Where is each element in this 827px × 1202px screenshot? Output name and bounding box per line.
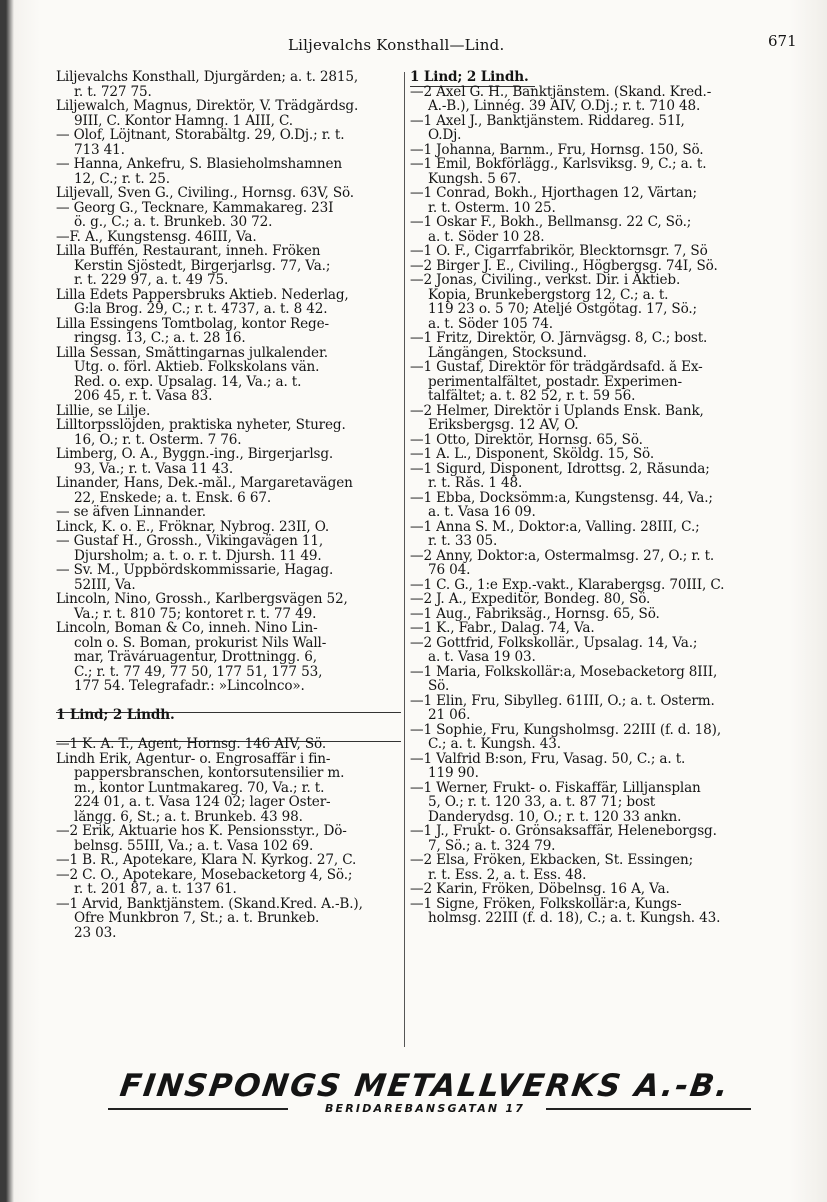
directory-entry-line: —2 Elsa, Fröken, Ekbacken, St. Essingen; [410, 853, 694, 868]
directory-entry-line: A.-B.), Linnég. 39 AIV, Ö.Dj.; r. t. 710 48. [428, 99, 701, 114]
directory-entry-line: — Hanna, Änkefru, S. Blasieholmshamnen [56, 157, 342, 172]
directory-entry-line: Liljevalchs Konsthall, Djurgården; a. t. 2815, [56, 70, 359, 85]
directory-entry-line: 12, C.; r. t. 25. [74, 171, 170, 186]
directory-entry-line: Limberg, O. A., Byggn.-ing., Birgerjarlsg. [56, 447, 334, 462]
directory-entry-line: 23 03. [74, 925, 117, 940]
directory-entry-line: —2 C. O., Apotekare, Mosebacketorg 4, Sö.; [56, 867, 353, 882]
directory-entry-line: a. t. Söder 105 74. [428, 316, 553, 331]
directory-entry-line: 93, Va.; r. t. Vasa 11 43. [74, 461, 233, 476]
directory-entry-line: Liljevall, Sven G., Civiling., Hornsg. 63V, Sö. [56, 186, 354, 201]
directory-entry-line: r. t. Ess. 2, a. t. Ess. 48. [428, 867, 587, 882]
directory-entry-line: —1 Maria, Folkskollär:a, Mosebacketorg 8III, [410, 664, 718, 679]
directory-entry-line: —1 Anna S. M., Doktor:a, Valling. 28III, C.; [410, 519, 700, 534]
directory-entry-line: a. t. Vasa 16 09. [428, 505, 536, 520]
directory-entry-line: Lilla Sessan, Småttingarnas julkalender. [56, 345, 328, 360]
directory-entry-line: Lindh Erik, Agentur- o. Engrosaffär i fin- [56, 751, 331, 766]
directory-entry-line: r. t. 33 05. [428, 534, 498, 549]
directory-entry-line: —2 Birger J. E., Civiling., Högbergsg. 74I, Sö. [410, 258, 718, 273]
directory-entry-line: Sö. [428, 679, 450, 694]
directory-entry-line: Djursholm; a. t. o. r. t. Djursh. 11 49. [74, 548, 322, 563]
directory-entry-line: —2 Axel G. H., Banktjänstem. (Skand. Kred.- [410, 84, 712, 99]
directory-entry-line: 21 06. [428, 708, 471, 723]
directory-entry-line: Öfre Munkbron 7, St.; a. t. Brunkeb. [74, 911, 320, 926]
directory-entry-line: 5, Ö.; r. t. 120 33, a. t. 87 71; bost [428, 795, 656, 810]
directory-entry-line: r. t. 727 75. [74, 84, 152, 99]
directory-entry-line: — Gustaf H., Grossh., Vikingavägen 11, [56, 534, 324, 549]
directory-entry-line: 9III, C. Kontor Hamng. 1 AIII, C. [74, 113, 293, 128]
directory-entry-line: långg. 6, St.; a. t. Brunkeb. 43 98. [74, 809, 303, 824]
directory-entry-line: —1 B. R., Apotekare, Klara N. Kyrkog. 27, C. [56, 853, 357, 868]
directory-entry-line: —1 A. L., Disponent, Sköldg. 15, Sö. [410, 447, 655, 462]
directory-entry-line: r. t. 229 97, a. t. 49 75. [74, 273, 229, 288]
directory-entry-line: Lilla Edets Pappersbruks Aktieb. Nederlag, [56, 287, 349, 302]
directory-entry-line: pappersbranschen, kontorsutensilier m. [74, 766, 345, 781]
directory-entry-line: Liljewalch, Magnus, Direktör, V. Trädgårdsg. [56, 99, 359, 114]
directory-entry-line: —1 Emil, Bokförlägg., Karlsviksg. 9, C.; a. t. [410, 157, 707, 172]
directory-entry-line: ringsg. 13, C.; a. t. 28 16. [74, 331, 246, 346]
directory-entry-line: Kopia, Brunkebergstorg 12, C.; a. t. [428, 287, 669, 302]
directory-entry-line: Eriksbergsg. 12 AV, Ö. [428, 418, 579, 433]
directory-entry-line: —2 Gottfrid, Folkskollär., Upsalag. 14, Va.; [410, 635, 698, 650]
directory-entry-line: Långängen, Stocksund. [428, 345, 587, 360]
directory-entry-line: Red. o. exp. Upsalag. 14, Va.; a. t. [74, 374, 302, 389]
directory-entry-line: —1 Otto, Direktör, Hornsg. 65, Sö. [410, 432, 643, 447]
directory-entry-line: mar, Träváruagentur, Drottningg. 6, [74, 650, 317, 665]
directory-entry-line: —1 O. F., Cigarrfabrikör, Blecktornsgr. 7, Sö [410, 244, 708, 259]
directory-entry-line: 177 54. Telegrafadr.: »Lincolnco». [74, 679, 305, 694]
directory-entry-line: —1 K., Fabr., Dalag. 74, Va. [410, 621, 595, 636]
running-title: Liljevalchs Konsthall—Lind. [288, 36, 505, 54]
directory-entry-line: belnsg. 55III, Va.; a. t. Vasa 102 69. [74, 838, 314, 853]
directory-entry-line: Lilltorpsslöjden, praktiska nyheter, Stureg. [56, 418, 346, 433]
directory-entry-line: Lilla Buffén, Restaurant, inneh. Fröken [56, 244, 321, 259]
directory-entry-line: Danderydsg. 10, Ö.; r. t. 120 33 ankn. [428, 809, 682, 824]
directory-entry-line: —2 Anny, Doktor:a, Östermalmsg. 27, Ö.; r. t. [410, 548, 715, 563]
directory-entry-line: —1 J., Frukt- o. Grönsaksaffär, Heleneborgsg. [410, 824, 717, 839]
directory-entry-line: 16, Ö.; r. t. Österm. 7 76. [74, 432, 242, 447]
directory-entry-line: Kungsh. 5 67. [428, 171, 522, 186]
directory-entry-line: a. t. Söder 10 28. [428, 229, 545, 244]
directory-entry-line: 52III, Va. [74, 577, 136, 592]
directory-entry-line: —1 Arvid, Banktjänstem. (Skand.Kred. A.-B.), [56, 896, 363, 911]
advertisement [90, 1068, 760, 1115]
directory-entry-line: —1 K. A. T., Agent, Hornsg. 146 AIV, Sö. [56, 737, 327, 752]
directory-entry-line: G:la Brog. 29, C.; r. t. 4737, a. t. 8 42. [74, 302, 328, 317]
directory-entry-line: —2 Karin, Fröken, Döbelnsg. 16 A, Va. [410, 882, 670, 897]
directory-entry-line: — Georg G., Tecknare, Kammakareg. 23I [56, 200, 334, 215]
column-divider [404, 72, 405, 1047]
directory-entry-line: Linander, Hans, Dek.-mål., Margaretavägen [56, 476, 353, 491]
directory-entry-line: —1 Ebba, Docksömm:a, Kungstensg. 44, Va.; [410, 490, 713, 505]
directory-entry-line: 206 45, r. t. Vasa 83. [74, 389, 213, 404]
directory-entry-line: a. t. Vasa 19 03. [428, 650, 536, 665]
directory-entry-line: Lincoln, Nino, Grossh., Karlbergsvägen 52, [56, 592, 348, 607]
directory-entry-line: Va.; r. t. 810 75; kontoret r. t. 77 49. [74, 606, 317, 621]
directory-entry-line: r. t. Rås. 1 48. [428, 476, 523, 491]
directory-entry-line: —2 J. A., Expeditör, Bondeg. 80, Sö. [410, 592, 651, 607]
directory-entry-line: Kerstin Sjöstedt, Birgerjarlsg. 77, Va.; [74, 258, 331, 273]
directory-entry-line: 1 Lind; 2 Lindh. [56, 708, 175, 723]
directory-entry-line: —1 C. G., 1:e Exp.-vakt., Klarabergsg. 70III, C. [410, 577, 725, 592]
directory-entry-line: —1 Conrad, Bokh., Hjorthagen 12, Värtan; [410, 186, 697, 201]
ad-company-name: FINSPONGS METALLVERKS A.-B. [117, 1068, 733, 1104]
directory-entry-line: Lincoln, Boman & Co, inneh. Nino Lin- [56, 621, 318, 636]
directory-entry-line: coln o. S. Boman, prokurist Nils Wall- [74, 635, 327, 650]
directory-entry-line: —1 Elin, Fru, Sibylleg. 61III, Ö.; a. t. Österm. [410, 693, 715, 708]
directory-entry-line: talfältet; a. t. 82 52, r. t. 59 56. [428, 389, 636, 404]
directory-entry-line: r. t. Österm. 10 25. [428, 200, 556, 215]
directory-entry-line: 1 Lind; 2 Lindh. [410, 70, 529, 85]
right-column [410, 70, 795, 926]
directory-entry-line: Lillie, se Lilje. [56, 403, 151, 418]
directory-entry-line: —2 Helmer, Direktör i Uplands Ensk. Bank, [410, 403, 704, 418]
directory-entry-line: 713 41. [74, 142, 125, 157]
directory-entry-line: 7, Sö.; a. t. 324 79. [428, 838, 556, 853]
directory-entry-line: —1 Sigurd, Disponent, Idrottsg. 2, Råsunda; [410, 461, 710, 476]
directory-entry-line: holmsg. 22III (f. d. 18), C.; a. t. Kungsh. 43. [428, 911, 721, 926]
directory-entry-line: Ö.Dj. [428, 128, 462, 143]
directory-entry-line: perimentalfältet, postadr. Experimen- [428, 374, 682, 389]
directory-entry-line: — se äfven Linnander. [56, 505, 206, 520]
directory-entry-line: — Olof, Löjtnant, Storabältg. 29, Ö.Dj.; r. t. [56, 128, 345, 143]
directory-entry-line: —F. A., Kungstensg. 46III, Va. [56, 229, 257, 244]
directory-entry-line [56, 723, 401, 738]
directory-entry-line: r. t. 201 87, a. t. 137 61. [74, 882, 237, 897]
ad-address: BERIDAREBANSGATAN 17 [324, 1102, 526, 1115]
directory-entry-line: m., kontor Luntmakareg. 70, Va.; r. t. [74, 780, 325, 795]
directory-entry-line: Lilla Essingens Tomtbolag, kontor Rege- [56, 316, 329, 331]
directory-entry-line: —2 Erik, Aktuarie hos K. Pensionsstyr., Dö- [56, 824, 347, 839]
directory-entry-line [56, 694, 401, 709]
directory-entry-line: —1 Oskar F., Bokh., Bellmansg. 22 C, Sö.; [410, 215, 692, 230]
directory-entry-line: —1 Signe, Fröken, Folkskollär:a, Kungs- [410, 896, 682, 911]
directory-entry-line: —1 Fritz, Direktör, Ö. Järnvägsg. 8, C.; bost. [410, 331, 708, 346]
directory-entry-line: 119 23 o. 5 70; Ateljé Östgötag. 17, Sö.; [428, 302, 697, 317]
directory-entry-line: —1 Gustaf, Direktör för trädgårdsafd. å Ex- [410, 360, 703, 375]
directory-entry-line: —1 Aug., Fabriksäg., Hornsg. 65, Sö. [410, 606, 660, 621]
directory-entry-line: Linck, K. o. E., Fröknar, Nybrog. 23II, Ö. [56, 519, 330, 534]
page-number: 671 [768, 32, 797, 50]
directory-entry-line: —2 Jonas, Civiling., verkst. Dir. i Aktieb. [410, 273, 681, 288]
directory-entry-line: 76 04. [428, 563, 471, 578]
directory-entry-line: —1 Sophie, Fru, Kungsholmsg. 22III (f. d. 18), [410, 722, 722, 737]
directory-entry-line: —1 Johanna, Barnm., Fru, Hornsg. 150, Sö. [410, 142, 704, 157]
directory-entry-line: — Sv. M., Uppbördskommissarie, Hagag. [56, 563, 334, 578]
directory-entry-line: —1 Werner, Frukt- o. Fiskaffär, Lilljansplan [410, 780, 701, 795]
directory-entry-line: —1 Valfrid B:son, Fru, Vasag. 50, C.; a. t. [410, 751, 686, 766]
directory-entry-line: ö. g., C.; a. t. Brunkeb. 30 72. [74, 215, 273, 230]
directory-entry-line: 22, Enskede; a. t. Ensk. 6 67. [74, 490, 271, 505]
left-column [56, 70, 401, 940]
directory-entry-line: C.; a. t. Kungsh. 43. [428, 737, 561, 752]
directory-entry-line: —1 Axel J., Banktjänstem. Riddareg. 51I, [410, 113, 685, 128]
directory-entry-line: 224 01, a. t. Vasa 124 02; lager Öster- [74, 795, 331, 810]
directory-entry-line: C.; r. t. 77 49, 77 50, 177 51, 177 53, [74, 664, 323, 679]
directory-entry-line: 119 90. [428, 766, 479, 781]
directory-entry-line: Utg. o. förl. Aktieb. Folkskolans vän. [74, 360, 320, 375]
